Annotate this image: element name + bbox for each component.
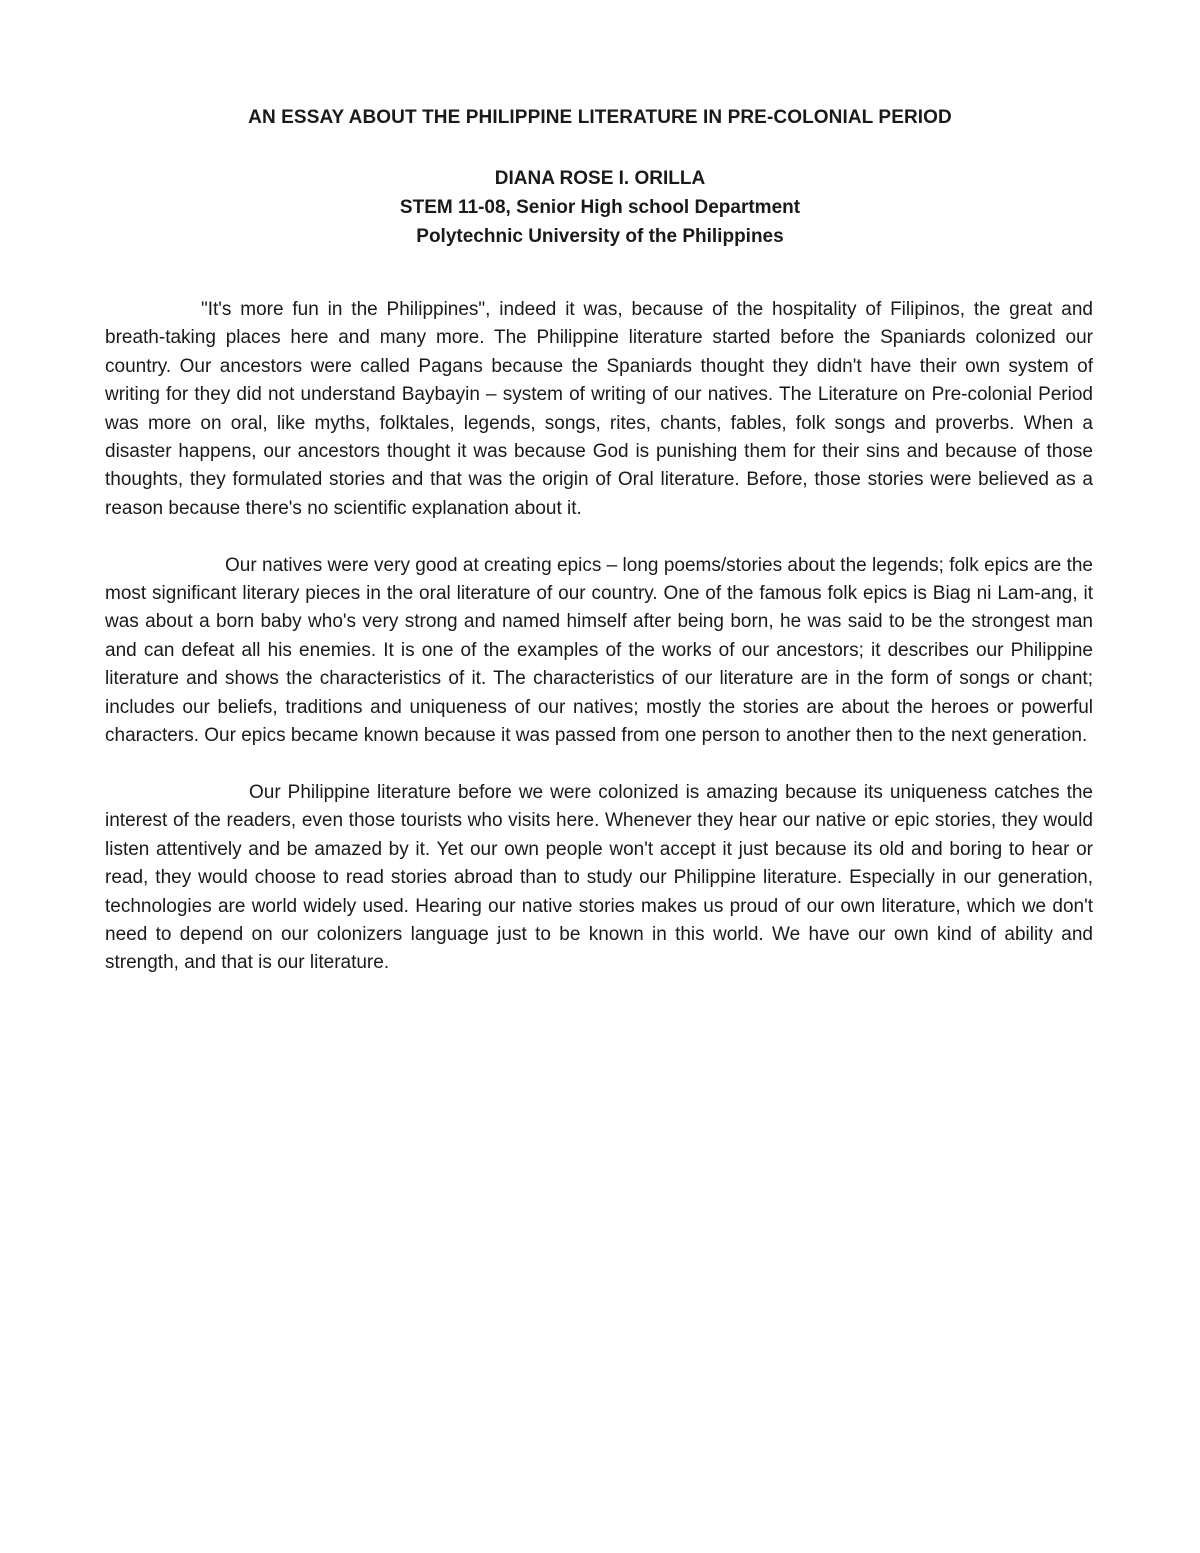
- essay-title: AN ESSAY ABOUT THE PHILIPPINE LITERATURE IN PRE-COLONIAL PERIOD: [248, 107, 952, 128]
- author-institution: Polytechnic University of the Philippines: [416, 226, 784, 247]
- paragraph-1: "It's more fun in the Philippines", indeed it was, because of the hospitality of Filipinos, the great and breath-taking places here and many more. The Philippine literature started before the Spaniards colonized our country. Our ancestors were called Pagans because the Spaniards thought they didn't have their own system of writing for they did not understand Baybayin – system of writing of our natives. The Literature on Pre-colonial Period was more on oral, like myths, folktales, legends, songs, rites, chants, fables, folk songs and proverbs. When a disaster happens, our ancestors thought it was because God is punishing them for their sins and because of those thoughts, they formulated stories and that was the origin of Oral literature. Before, those stories were believed as a reason because there's no scientific explanation about it.: [105, 299, 1093, 519]
- author-block: [0, 164, 1200, 251]
- paragraph-2: Our natives were very good at creating epics – long poems/stories about the legends; folk epics are the most significant literary pieces in the oral literature of our country. One of the famous folk epics is Biag ni Lam-ang, it was about a born baby who's very strong and named himself after being born, he was said to be the strongest man and can defeat all his enemies. It is one of the examples of the works of our ancestors; it describes our Philippine literature and shows the characteristics of it. The characteristics of our literature are in the form of songs or chant; includes our beliefs, traditions and uniqueness of our natives; mostly the stories are about the heroes or powerful characters. Our epics became known because it was passed from one person to another then to the next generation.: [105, 554, 1093, 747]
- author-section: STEM 11-08, Senior High school Department: [399, 197, 801, 218]
- essay-body: [105, 296, 1093, 978]
- author-name: DIANA ROSE I. ORILLA: [494, 168, 706, 189]
- paragraph-3: Our Philippine literature before we were colonized is amazing because its uniqueness catches the interest of the readers, even those tourists who visits here. Whenever they hear our native or epic stories, they would listen attentively and be amazed by it. Yet our own people won't accept it just because its old and boring to hear or read, they would choose to read stories abroad than to study our Philippine literature. Especially in our generation, technologies are world widely used. Hearing our native stories makes us proud of our own literature, which we don't need to depend on our colonizers language just to be known in this world. We have our own kind of ability and strength, and that is our literature.: [105, 781, 1093, 974]
